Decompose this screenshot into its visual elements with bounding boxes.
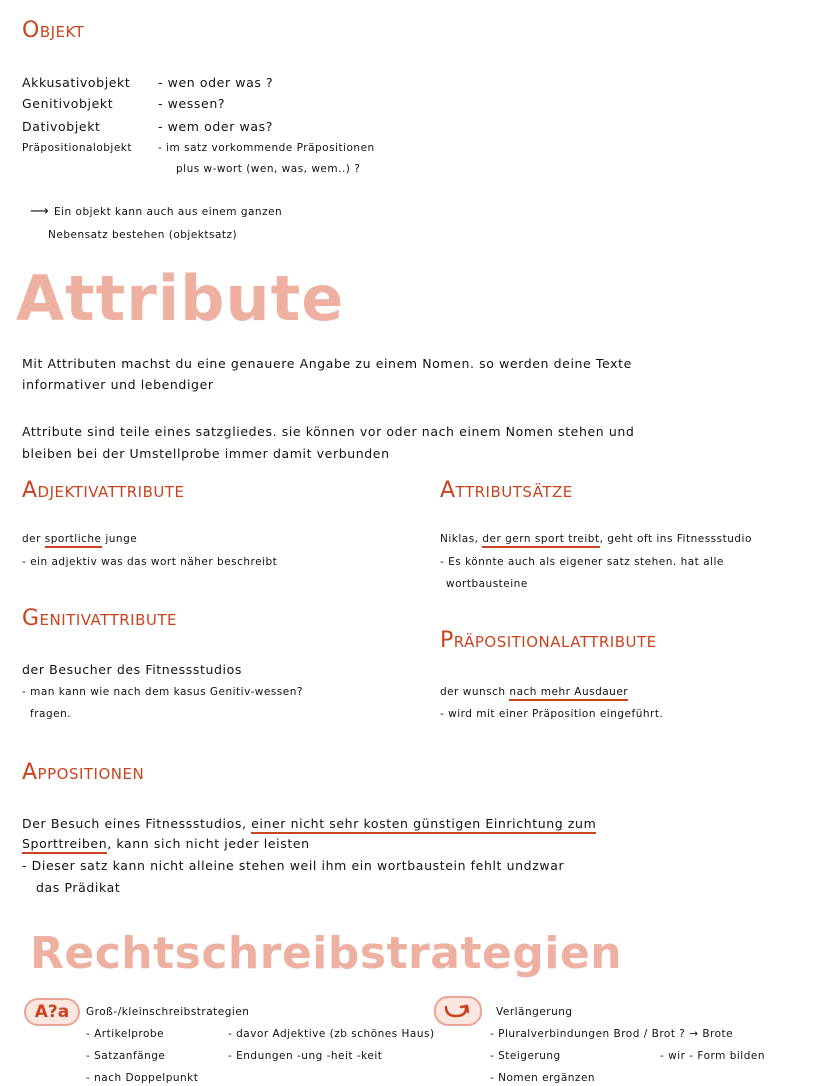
adjektivattribute-highlight: sportliche (45, 533, 102, 548)
objekt-note-line2: Nebensatz bestehen (objektsatz) (48, 229, 238, 241)
praepositionalattribute-note: - wird mit einer Präposition eingeführt. (440, 708, 664, 720)
objekt-note-line1: Ein objekt kann auch aus einem ganzen (54, 206, 283, 218)
attributsaetze-note-line2: wortbausteine (446, 578, 528, 590)
attribute-intro-line2: informativer und lebendiger (22, 377, 214, 392)
attributsaetze-heading: Attributsätze (440, 478, 573, 503)
grossklein-title: Groß-/kleinschreibstrategien (86, 1006, 250, 1018)
objekt-term-genitiv: Genitivobjekt (22, 96, 114, 111)
adjektivattribute-heading: Adjektivattribute (22, 478, 185, 503)
appositionen-example-line1: Der Besuch eines Fitnessstudios, einer nicht sehr kosten günstigen Einrichtung zum (22, 816, 596, 831)
objekt-heading: Objekt (22, 18, 85, 43)
grossklein-col2-item1: - davor Adjektive (zb schönes Haus) (228, 1028, 435, 1040)
objekt-term-praepositional: Präpositionalobjekt (22, 142, 133, 154)
adjektivattribute-example: der sportliche junge (22, 533, 137, 545)
genitivattribute-example: der Besucher des Fitnessstudios (22, 662, 242, 677)
appositionen-example-line2: Sporttreiben, kann sich nicht jeder leisten (22, 836, 310, 851)
praepositionalattribute-heading: Präpositionalattribute (440, 628, 657, 653)
praepositionalattribute-highlight: nach mehr Ausdauer (509, 686, 628, 701)
grossklein-col1-item1: - Artikelprobe (86, 1028, 165, 1040)
attributsaetze-note-line1: - Es könnte auch als eigener satz stehen. hat alle (440, 556, 724, 568)
appositionen-note-line2: das Prädikat (36, 880, 121, 895)
attribute-def-line1: Attribute sind teile eines satzgliedes. sie können vor oder nach einem Nomen stehen und (22, 424, 635, 439)
verlaengerung-side-item: - wir - Form bilden (660, 1050, 765, 1062)
attributsaetze-highlight: der gern sport treibt (482, 533, 599, 548)
grossklein-col2-item2: - Endungen -ung -heit -keit (228, 1050, 383, 1062)
objekt-desc-dativ: - wem oder was? (158, 119, 273, 134)
objekt-term-akkusativ: Akkusativobjekt (22, 75, 131, 90)
verlaengerung-title: Verlängerung (496, 1006, 573, 1018)
objekt-desc-praepositional-extra: plus w-wort (wen, was, wem..) ? (176, 163, 361, 175)
groesse-badge-icon: A?a (24, 998, 80, 1026)
verlaengerung-item2: - Steigerung (490, 1050, 561, 1062)
praepositionalattribute-example: der wunsch nach mehr Ausdauer (440, 686, 628, 698)
objekt-desc-akkusativ: - wen oder was ? (158, 75, 274, 90)
genitivattribute-note-line2: fragen. (30, 708, 72, 720)
grossklein-col1-item2: - Satzanfänge (86, 1050, 166, 1062)
adjektivattribute-note: - ein adjektiv was das wort näher beschreibt (22, 556, 278, 568)
appositionen-note-line1: - Dieser satz kann nicht alleine stehen weil ihm ein wortbaustein fehlt undzwar (22, 858, 565, 873)
genitivattribute-note-line1: - man kann wie nach dem kasus Genitiv-wessen? (22, 686, 303, 698)
appositionen-highlight2: Sporttreiben (22, 836, 107, 854)
objekt-desc-genitiv: - wessen? (158, 96, 226, 111)
verlaengerung-arrow-icon (434, 996, 482, 1026)
attribute-heading: Attribute (16, 262, 345, 335)
attribute-intro-line1: Mit Attributen machst du eine genauere Angabe zu einem Nomen. so werden deine Texte (22, 356, 632, 371)
genitivattribute-heading: Genitivattribute (22, 606, 177, 631)
appositionen-heading: Appositionen (22, 760, 145, 785)
grossklein-col1-item3: - nach Doppelpunkt (86, 1072, 199, 1084)
attributsaetze-example: Niklas, der gern sport treibt, geht oft ins Fitnessstudio (440, 533, 752, 545)
verlaengerung-item1: - Pluralverbindungen Brod / Brot ? → Brote (490, 1028, 734, 1040)
objekt-desc-praepositional: - im satz vorkommende Präpositionen (158, 142, 375, 154)
arrow-right-icon: ⟶ (30, 204, 49, 219)
rechtschreib-heading: Rechtschreibstrategien (30, 928, 623, 979)
appositionen-highlight: einer nicht sehr kosten günstigen Einrichtung zum (251, 816, 596, 834)
verlaengerung-item3: - Nomen ergänzen (490, 1072, 596, 1084)
objekt-term-dativ: Dativobjekt (22, 119, 101, 134)
attribute-def-line2: bleiben bei der Umstellprobe immer damit verbunden (22, 446, 390, 461)
